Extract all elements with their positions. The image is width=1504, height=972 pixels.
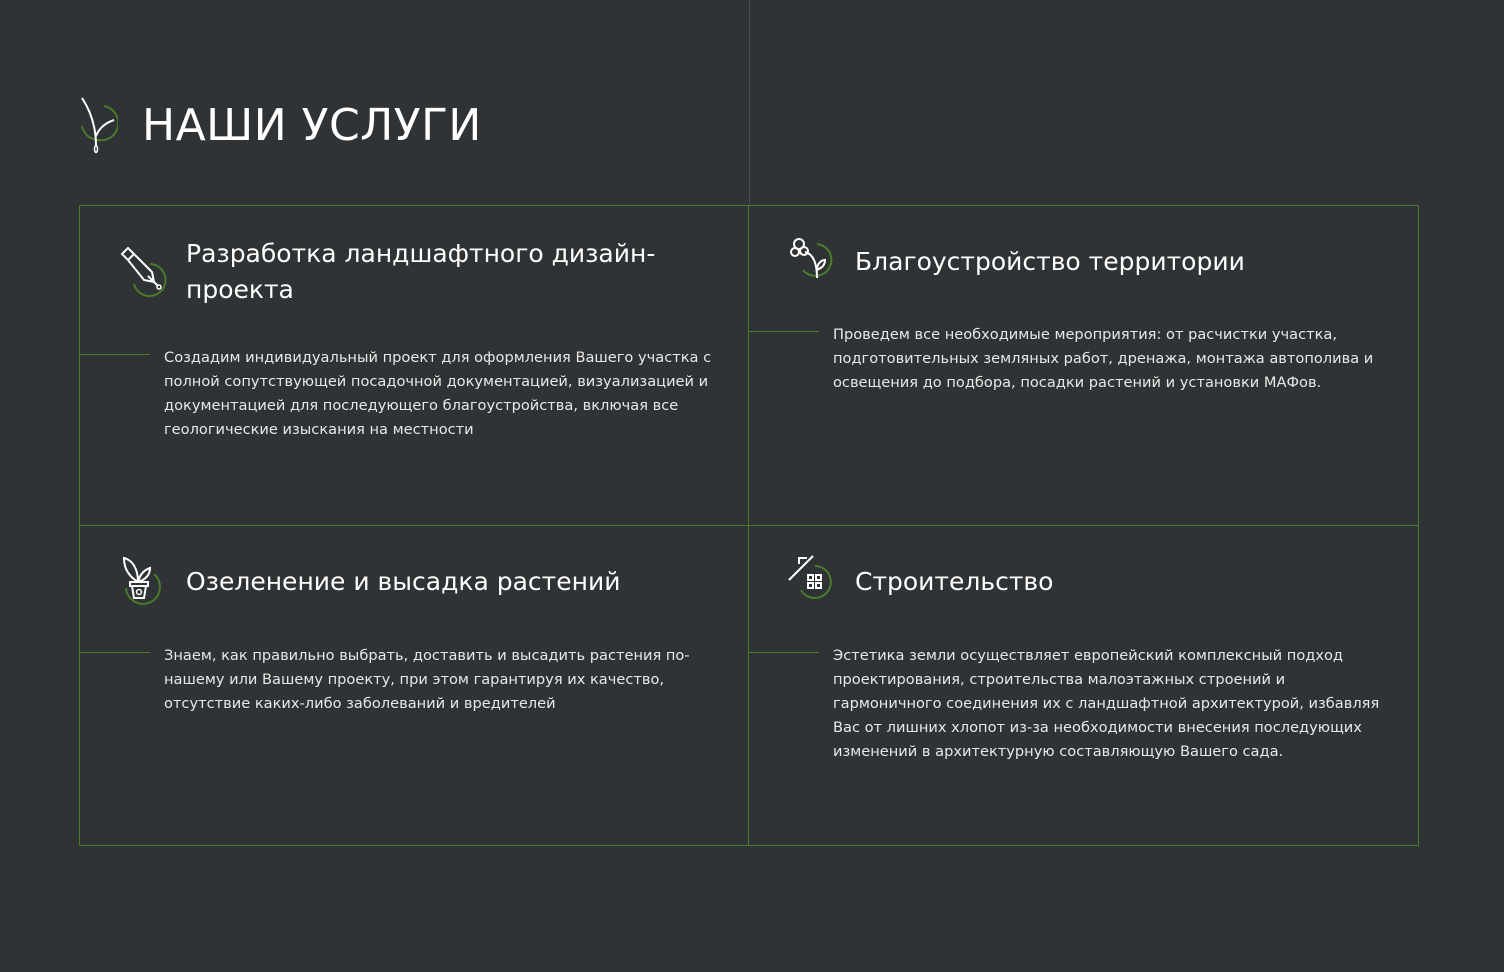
accent-dash	[80, 652, 150, 653]
potted-plant-icon	[118, 554, 172, 608]
pen-nib-icon	[118, 244, 172, 298]
service-title: Строительство	[855, 567, 1054, 596]
service-title: Озеленение и высадка растений	[186, 567, 621, 596]
service-title: Разработка ландшафтного дизайн-проекта	[186, 239, 656, 304]
page-title: НАШИ УСЛУГИ	[142, 99, 482, 151]
services-grid	[79, 205, 1419, 846]
service-text: Проведем все необходимые мероприятия: от расчистки участка, подготовительных земляных работ, дренажа, монтажа автополива и освещения до подбора, посадки растений и установки МАФов.	[833, 326, 1374, 391]
service-card-planting	[80, 526, 749, 845]
divider-line	[749, 0, 750, 205]
leaf-sprout-icon	[78, 96, 118, 154]
house-icon	[787, 554, 841, 608]
section-header	[78, 96, 482, 154]
accent-dash	[749, 331, 819, 332]
accent-dash	[749, 652, 819, 653]
service-text: Знаем, как правильно выбрать, доставить и высадить растения по-нашему или Вашему проекту, при этом гарантируя их качество, отсутствие каких-либо заболеваний и вредителей	[164, 647, 690, 712]
service-title: Благоустройство территории	[855, 247, 1245, 276]
service-card-construction	[749, 526, 1418, 845]
service-text: Эстетика земли осуществляет европейский комплексный подход проектирования, строительства малоэтажных строений и гармоничного соединения их с ландшафтной архитектурой, избавляя Вас от лишних хлопот из-за необходимости внесения последующих изменений в архитектурную составляющую Вашего сада.	[833, 647, 1380, 760]
service-text: Создадим индивидуальный проект для оформления Вашего участка с полной сопутствующей посадочной документацией, визуализацией и документацией для последующего благоустройства, включая все геологические изыскания на местности	[164, 349, 712, 438]
accent-dash	[80, 354, 150, 355]
service-card-landscaping	[749, 206, 1418, 526]
service-card-design	[80, 206, 749, 526]
flower-icon	[787, 234, 841, 288]
